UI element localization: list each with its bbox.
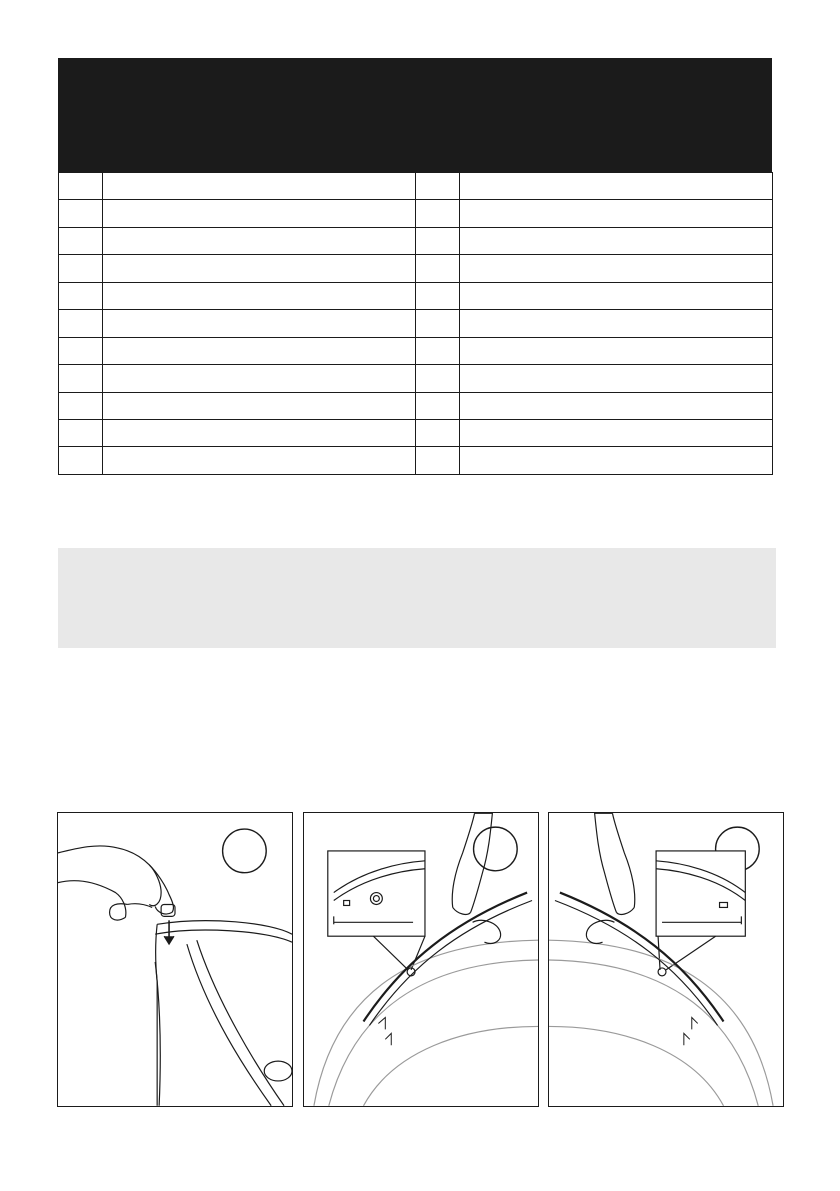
detail-inset <box>656 851 745 936</box>
part-number-cell <box>416 173 460 200</box>
part-name-cell <box>103 337 416 364</box>
hand-inserting-clip-icon <box>58 813 292 1106</box>
parts-table-row <box>59 173 773 200</box>
part-name-cell <box>103 365 416 392</box>
parts-table-row <box>59 310 773 337</box>
part-number-cell <box>416 392 460 419</box>
parts-table-row <box>59 447 773 474</box>
part-name-cell <box>103 227 416 254</box>
parts-table-row <box>59 419 773 446</box>
part-name-cell <box>103 419 416 446</box>
header-band <box>58 58 772 172</box>
part-number-cell <box>59 365 103 392</box>
part-number-cell <box>416 310 460 337</box>
part-name-cell <box>103 200 416 227</box>
parts-table-row <box>59 255 773 282</box>
part-name-cell <box>103 255 416 282</box>
part-number-cell <box>416 447 460 474</box>
part-number-cell <box>59 310 103 337</box>
part-number-cell <box>416 419 460 446</box>
step-number-circle <box>223 829 267 873</box>
part-name-cell <box>460 173 773 200</box>
part-number-cell <box>59 200 103 227</box>
hands-attaching-rim-left-icon <box>304 813 538 1106</box>
part-number-cell <box>59 227 103 254</box>
parts-table <box>58 172 773 475</box>
parts-table-row <box>59 227 773 254</box>
parts-table-row <box>59 200 773 227</box>
part-number-cell <box>59 173 103 200</box>
step-number-circle <box>474 827 518 871</box>
figure-step-3 <box>548 812 784 1107</box>
part-number-cell <box>416 255 460 282</box>
part-number-cell <box>416 337 460 364</box>
part-number-cell <box>416 282 460 309</box>
parts-table-row <box>59 282 773 309</box>
part-name-cell <box>460 282 773 309</box>
part-number-cell <box>416 227 460 254</box>
part-number-cell <box>59 337 103 364</box>
parts-table-row <box>59 337 773 364</box>
part-number-cell <box>59 447 103 474</box>
notice-box <box>58 548 776 648</box>
part-number-cell <box>416 365 460 392</box>
part-name-cell <box>460 337 773 364</box>
figure-step-1 <box>57 812 293 1107</box>
part-name-cell <box>460 392 773 419</box>
hands-attaching-rim-right-icon <box>549 813 783 1106</box>
part-name-cell <box>103 173 416 200</box>
part-name-cell <box>460 200 773 227</box>
part-number-cell <box>59 419 103 446</box>
part-name-cell <box>460 419 773 446</box>
part-name-cell <box>460 310 773 337</box>
parts-table-row <box>59 392 773 419</box>
part-name-cell <box>460 365 773 392</box>
part-name-cell <box>103 392 416 419</box>
part-number-cell <box>59 282 103 309</box>
part-name-cell <box>460 255 773 282</box>
figure-step-2 <box>303 812 539 1107</box>
part-name-cell <box>103 310 416 337</box>
part-number-cell <box>59 255 103 282</box>
part-name-cell <box>103 447 416 474</box>
part-name-cell <box>103 282 416 309</box>
part-name-cell <box>460 447 773 474</box>
detail-inset <box>328 851 425 936</box>
part-number-cell <box>59 392 103 419</box>
part-name-cell <box>460 227 773 254</box>
part-number-cell <box>416 200 460 227</box>
parts-table-row <box>59 365 773 392</box>
